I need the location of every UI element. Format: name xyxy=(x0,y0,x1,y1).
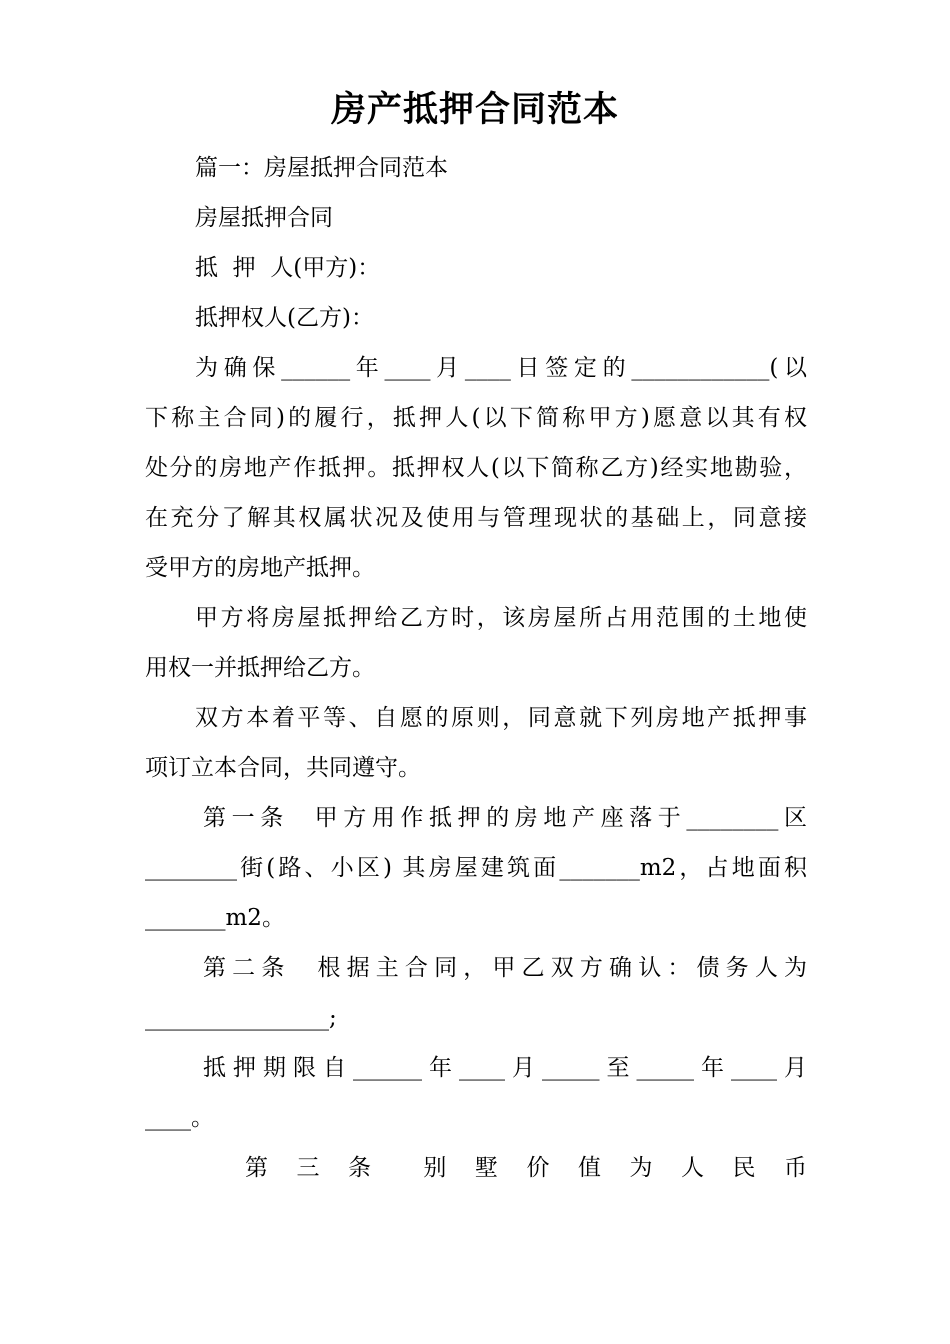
paragraph-line: 为确保______年____月____日签定的____________(以 xyxy=(195,355,807,381)
paragraph-line: 受甲方的房地产抵押。 xyxy=(145,555,375,581)
paragraph-line: 甲方将房屋抵押给乙方时，该房屋所占用范围的土地使 xyxy=(195,605,807,631)
article-2-line: 第二条 根据主合同，甲乙双方确认：债务人为 xyxy=(203,955,807,981)
paragraph-line: 项订立本合同，共同遵守。 xyxy=(145,755,421,781)
mortgage-term-line: 抵押期限自______年____月_____至_____年____月 xyxy=(203,1055,807,1081)
mortgagee-field: 抵押权人(乙方)： xyxy=(195,305,374,331)
paragraph-line: 处分的房地产作抵押。抵押权人(以下简称乙方)经实地勘验， xyxy=(145,455,807,481)
paragraph-line: 在充分了解其权属状况及使用与管理现状的基础上，同意接 xyxy=(145,505,807,531)
contract-name: 房屋抵押合同 xyxy=(195,205,333,231)
mortgagor-field: 抵 押 人(甲方)： xyxy=(195,255,381,281)
article-3-line: 第 三 条 别 墅 价 值 为 人 民 币 xyxy=(245,1155,807,1181)
paragraph-line: 下称主合同)的履行，抵押人(以下简称甲方)愿意以其有权 xyxy=(145,405,807,431)
mortgage-term-line: ____。 xyxy=(145,1105,214,1131)
section-heading: 篇一：房屋抵押合同范本 xyxy=(195,155,448,181)
article-1-line: ________街(路、小区) 其房屋建筑面_______m2，占地面积 xyxy=(145,855,807,881)
paragraph-line: 用权一并抵押给乙方。 xyxy=(145,655,375,681)
paragraph-line: 双方本着平等、自愿的原则，同意就下列房地产抵押事 xyxy=(195,705,807,731)
document-title: 房产抵押合同范本 xyxy=(330,89,619,130)
article-1-line: _______m2。 xyxy=(145,905,285,931)
article-2-line: ________________; xyxy=(145,1005,337,1031)
article-1-line: 第一条 甲方用作抵押的房地产座落于________区 xyxy=(203,805,807,831)
